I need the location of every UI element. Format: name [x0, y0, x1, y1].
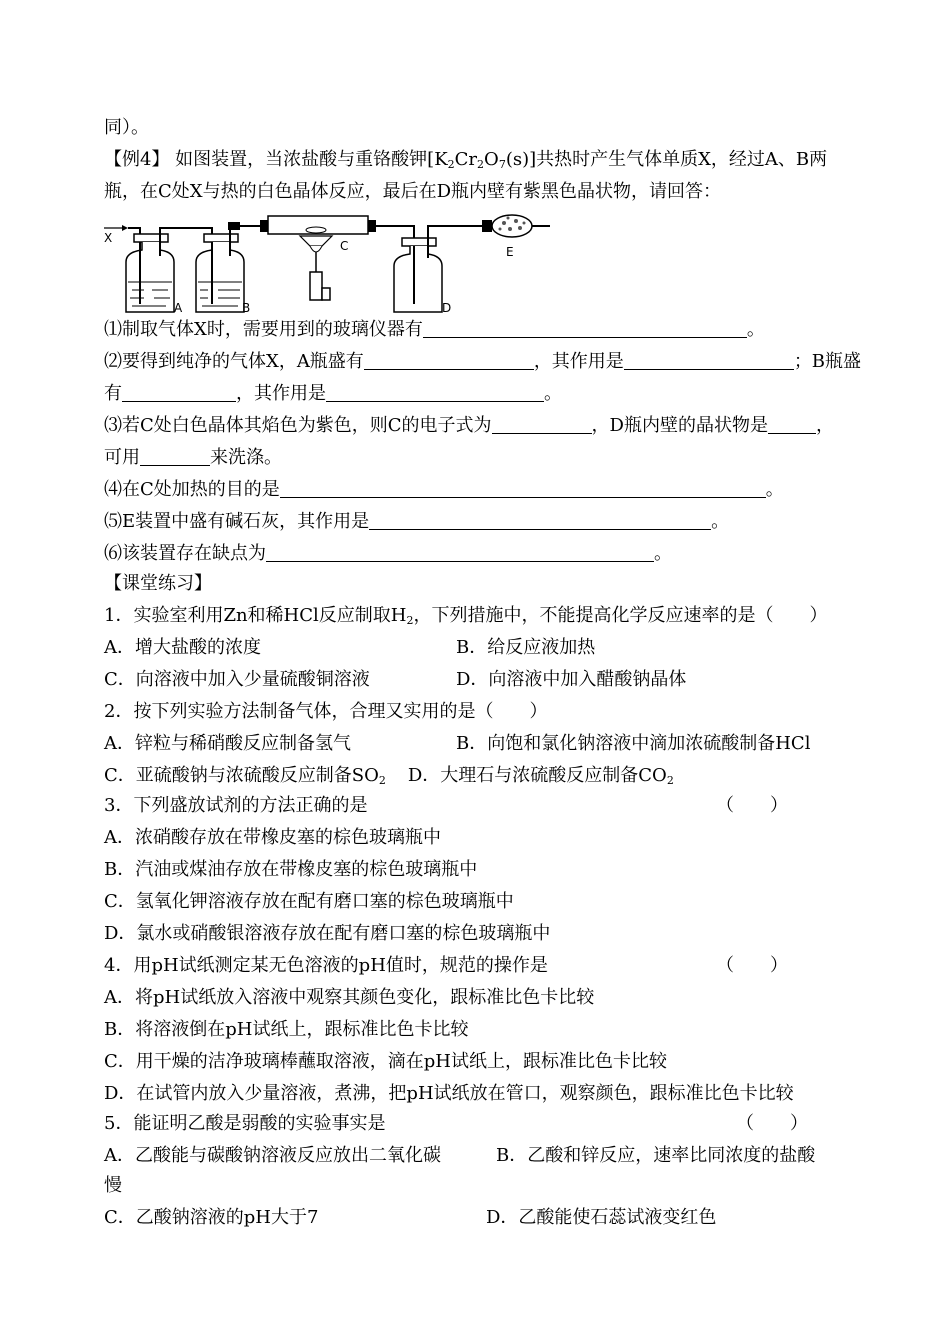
q1-text: ⑴制取气体X时，需要用到的玻璃仪器有	[104, 319, 423, 340]
text-o: O	[484, 149, 499, 170]
blank[interactable]	[326, 383, 544, 402]
q4-text: ⑷在C处加热的目的是	[104, 479, 280, 500]
blank[interactable]	[140, 447, 210, 466]
label-a: A	[174, 301, 183, 315]
sub-o: 7	[498, 158, 506, 171]
example-q2-line2	[104, 382, 562, 406]
practice-q3-option-d[interactable]: D．氯水或硝酸银溶液存放在配有磨口塞的棕色玻璃瓶中	[104, 923, 551, 944]
practice-q3-option-c[interactable]: C．氢氧化钾溶液存放在配有磨口塞的棕色玻璃瓶中	[104, 891, 514, 912]
end-mark: 。	[654, 543, 672, 564]
practice-q5-option-b[interactable]: B．乙酸和锌反应，速率比同浓度的盐酸	[496, 1145, 816, 1166]
end-mark: 。	[544, 383, 562, 404]
practice-q5-option-d[interactable]: D．乙酸能使石蕊试液变红色	[486, 1207, 717, 1228]
blank[interactable]	[364, 351, 534, 370]
practice-q2-option-a[interactable]: A．锌粒与稀硝酸反应制备氢气	[104, 733, 351, 754]
example-line-2-text: 瓶，在C处X与热的白色晶体反应，最后在D瓶内壁有紫黑色晶状物，请回答：	[104, 181, 722, 202]
label-b: B	[242, 301, 251, 315]
example-line-1	[104, 148, 827, 177]
practice-q1-option-b[interactable]: B．给反应液加热	[456, 637, 596, 658]
practice-q5-option-c[interactable]: C．乙酸钠溶液的pH大于7	[104, 1207, 319, 1228]
sub-cr: 2	[477, 158, 485, 171]
blank[interactable]	[624, 351, 794, 370]
intro-tail	[104, 116, 149, 140]
q2a-text: ⑵要得到纯净的气体X，A瓶盛有	[104, 351, 364, 372]
practice-q4-option-d[interactable]: D．在试管内放入少量溶液，煮沸，把pH试纸放在管口，观察颜色，跟标准比色卡比较	[104, 1083, 794, 1104]
apparatus-diagram	[104, 212, 554, 316]
drying-tube-e	[482, 215, 550, 237]
example-q1	[104, 318, 765, 342]
practice-q1-stem	[104, 604, 827, 633]
practice-heading: 【课堂练习】	[104, 573, 212, 594]
bottle-d	[394, 238, 442, 312]
q3a-text: ⑶若C处白色晶体其焰色为紫色，则C的电子式为	[104, 415, 492, 436]
label-c: C	[340, 239, 349, 253]
bottle-b	[196, 234, 244, 312]
example-q4	[104, 478, 784, 502]
label-x: X	[104, 231, 113, 245]
practice-q3-option-b[interactable]: B．汽油或煤油存放在带橡皮塞的棕色玻璃瓶中	[104, 859, 478, 880]
q2c-text: ；B瓶盛	[793, 351, 862, 372]
practice-q2-stem: 2．按下列实验方法制备气体，合理又实用的是（ ）	[104, 701, 548, 722]
example-q3-line2	[104, 446, 282, 470]
q2b-text: ，其作用是	[533, 351, 624, 372]
q3c-text: ，	[815, 415, 834, 436]
practice-q1-option-d[interactable]: D．向溶液中加入醋酸钠晶体	[456, 669, 687, 690]
blank[interactable]	[266, 543, 654, 562]
end-mark: 。	[746, 319, 765, 340]
practice-q5-paren: （ ）	[736, 1113, 808, 1134]
example-text-b: (s)]共热时产生气体单质X，经过A、B两	[505, 149, 828, 170]
p2d-sub: 2	[666, 774, 674, 787]
q6-text: ⑹该装置存在缺点为	[104, 543, 266, 564]
practice-q4-option-a[interactable]: A．将pH试纸放入溶液中观察其颜色变化，跟标准比色卡比较	[104, 987, 595, 1008]
p2d-text: D．大理石与浓硫酸反应制备CO	[407, 765, 667, 786]
example-q2-line1	[104, 350, 861, 374]
practice-q2-option-c[interactable]	[104, 765, 386, 786]
blank[interactable]	[492, 415, 592, 434]
p2c-sub: 2	[378, 774, 386, 787]
practice-q3-stem: 3．下列盛放试剂的方法正确的是	[104, 795, 368, 816]
example-heading: 【例4】	[104, 149, 170, 170]
practice-q3-option-a[interactable]: A．浓硝酸存放在带橡皮塞的棕色玻璃瓶中	[104, 827, 441, 848]
example-text-a: 如图装置，当浓盐酸与重铬酸钾[K	[169, 149, 448, 170]
practice-q4-option-c[interactable]: C．用干燥的洁净玻璃棒蘸取溶液，滴在pH试纸上，跟标准比色卡比较	[104, 1051, 667, 1072]
end-mark: 。	[711, 511, 730, 532]
example-q6	[104, 542, 672, 566]
q2d-text: 有	[104, 383, 122, 404]
p2c-text: C．亚硫酸钠与浓硫酸反应制备SO	[104, 765, 379, 786]
practice-q4-option-b[interactable]: B．将溶液倒在pH试纸上，跟标准比色卡比较	[104, 1019, 469, 1040]
tube-c	[240, 216, 376, 300]
blank[interactable]	[423, 319, 747, 338]
label-e: E	[506, 245, 514, 259]
example-q3-line1	[104, 414, 834, 438]
q3d-text: 可用	[104, 447, 140, 468]
blank[interactable]	[369, 511, 711, 530]
practice-q3-paren: （ ）	[716, 795, 788, 816]
practice-q5-stem: 5．能证明乙酸是弱酸的实验事实是	[104, 1113, 386, 1134]
intro-tail-text: 同）。	[104, 117, 149, 138]
p1-stem-sub: 2	[406, 614, 414, 627]
q2e-text: ，其作用是	[236, 383, 326, 404]
practice-q4-paren: （ ）	[716, 955, 788, 976]
p1-stem-b: ，下列措施中，不能提高化学反应速率的是（ ）	[413, 605, 828, 626]
text-cr: Cr	[454, 149, 478, 170]
sub-k: 2	[447, 158, 455, 171]
practice-q5-option-b-cont: 慢	[104, 1175, 122, 1196]
example-q5	[104, 510, 729, 534]
p1-stem-a: 1．实验室利用Zn和稀HCl反应制取H	[104, 605, 407, 626]
practice-q2-option-d[interactable]	[408, 765, 674, 786]
example-line-2	[104, 180, 721, 204]
blank[interactable]	[122, 383, 236, 402]
practice-q1-option-c[interactable]: C．向溶液中加入少量硫酸铜溶液	[104, 669, 370, 690]
practice-q1-option-a[interactable]: A．增大盐酸的浓度	[104, 637, 261, 658]
label-d: D	[442, 301, 452, 315]
bottle-a	[126, 234, 174, 312]
practice-q2-options-cd	[104, 764, 674, 793]
practice-q4-stem: 4．用pH试纸测定某无色溶液的pH值时，规范的操作是	[104, 955, 548, 976]
q3e-text: 来洗涤。	[210, 447, 282, 468]
practice-q2-option-b[interactable]: B．向饱和氯化钠溶液中滴加浓硫酸制备HCl	[456, 733, 811, 754]
end-mark: 。	[765, 479, 784, 500]
q5-text: ⑸E装置中盛有碱石灰，其作用是	[104, 511, 370, 532]
blank[interactable]	[768, 415, 816, 434]
q3b-text: ，D瓶内壁的晶状物是	[591, 415, 768, 436]
blank[interactable]	[280, 479, 766, 498]
practice-q5-option-a[interactable]: A．乙酸能与碳酸钠溶液反应放出二氧化碳	[104, 1145, 441, 1166]
